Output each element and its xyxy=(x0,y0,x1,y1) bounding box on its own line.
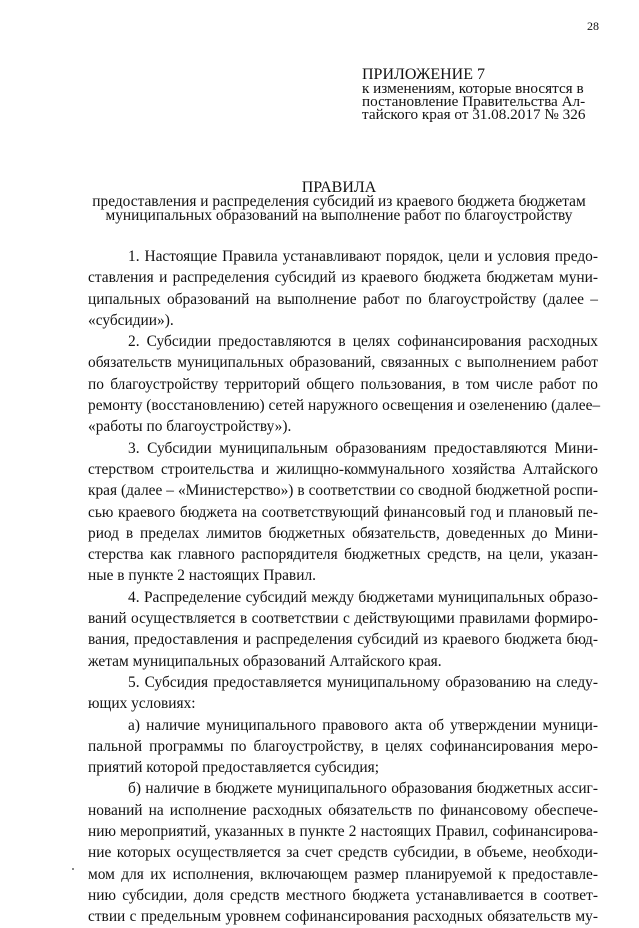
paragraph-line: 2. Субсидии предоставляются в целях софинансирования расходных xyxy=(128,333,598,351)
paragraph-line: 1. Настоящие Правила устанавливают порядок, цели и условия предо- xyxy=(128,248,598,265)
paragraph-line: ципальных образований на выполнение работ по благоустройству (далее – xyxy=(88,290,598,308)
paragraph-line: ваний осуществляется в соответствии с действующими правилами формиро- xyxy=(88,610,598,628)
paragraph-line: вания, предоставления и распределения субсидий из краевого бюджета бюд- xyxy=(88,631,598,649)
paragraph-line: «субсидии»). xyxy=(88,311,174,329)
paragraph-line: ставления и распределения субсидий из краевого бюджета бюджетам муни- xyxy=(88,269,598,287)
paragraph-line: ремонту (восстановлению) сетей наружного освещения и озеленению (далее– xyxy=(88,397,601,415)
title-main: ПРАВИЛА xyxy=(301,179,377,196)
paragraph-line: нию субсидии, доля средств местного бюджета устанавливается в соответ- xyxy=(88,886,598,904)
paragraph-line: ные в пункте 2 настоящих Правил. xyxy=(88,567,316,585)
paragraph-line: стерством строительства и жилищно-коммунального хозяйства Алтайского xyxy=(88,460,598,478)
paragraph-line: риод в пределах лимитов бюджетных обязательств, доведенных до Мини- xyxy=(88,524,598,542)
appendix-header xyxy=(362,68,612,122)
title-subtitle-line: муниципальных образований на выполнение работ по благоустройству xyxy=(105,207,573,224)
title-subtitle-line: предоставления и распределения субсидий из краевого бюджета бюджетам xyxy=(92,193,586,210)
appendix-line: тайского края от 31.08.2017 № 326 xyxy=(362,106,586,124)
page-number: 28 xyxy=(587,19,599,33)
paragraph-line: сью краевого бюджета на соответствующий финансовый год и плановый пе- xyxy=(88,503,598,521)
paragraph-line: 3. Субсидии муниципальным образованиям предоставляются Мини- xyxy=(128,439,598,457)
paragraph-line: нию мероприятий, указанных в пункте 2 настоящих Правил, софинансирова- xyxy=(88,823,598,841)
paragraph-line: б) наличие в бюджете муниципального образования бюджетных ассиг- xyxy=(128,780,598,798)
paragraph-line: ние которых осуществляется за счет средств субсидии, в объеме, необходи- xyxy=(88,844,598,862)
paragraph-line: «работы по благоустройству»). xyxy=(88,418,292,436)
paragraph-line: мом для их исполнения, включающем размер планируемой к предоставле- xyxy=(88,865,598,883)
paragraph-line: 4. Распределение субсидий между бюджетами муниципальных образо- xyxy=(128,588,598,606)
paragraph-line: приятий которой предоставляется субсидия; xyxy=(88,759,379,777)
document-title xyxy=(80,180,598,223)
paragraph-line: по благоустройству территорий общего пользования, в том числе работ по xyxy=(88,375,598,393)
document-body xyxy=(88,246,601,928)
paragraph-line: а) наличие муниципального правового акта об утверждении муници- xyxy=(128,716,598,734)
appendix-title: ПРИЛОЖЕНИЕ 7 xyxy=(362,66,486,83)
paragraph-line: ствии с предельным уровнем софинансирования расходных обязательств му- xyxy=(88,908,598,926)
paragraph-line: пальной программы по благоустройству, в целях софинансирования меро- xyxy=(88,737,598,755)
paragraph-line: стерства как главного распорядителя бюджетных средств, на цели, указан- xyxy=(88,546,598,564)
paragraph-line: обязательств муниципальных образований, связанных с выполнением работ xyxy=(88,354,598,372)
appendix-line: к изменениям, которые вносятся в xyxy=(362,80,584,97)
paragraph-line: края (далее – «Министерство») в соответствии со сводной бюджетной роспи- xyxy=(88,482,598,500)
appendix-line: постановление Правительства Ал- xyxy=(362,93,586,111)
paragraph-line: жетам муниципальных образований Алтайского края. xyxy=(88,652,442,670)
paragraph-line: ющих условиях: xyxy=(88,695,196,713)
scan-speck xyxy=(72,868,74,870)
paragraph-line: нований на исполнение расходных обязательств по финансовому обеспече- xyxy=(88,801,598,819)
paragraph-line: 5. Субсидия предоставляется муниципальному образованию на следу- xyxy=(128,673,598,691)
